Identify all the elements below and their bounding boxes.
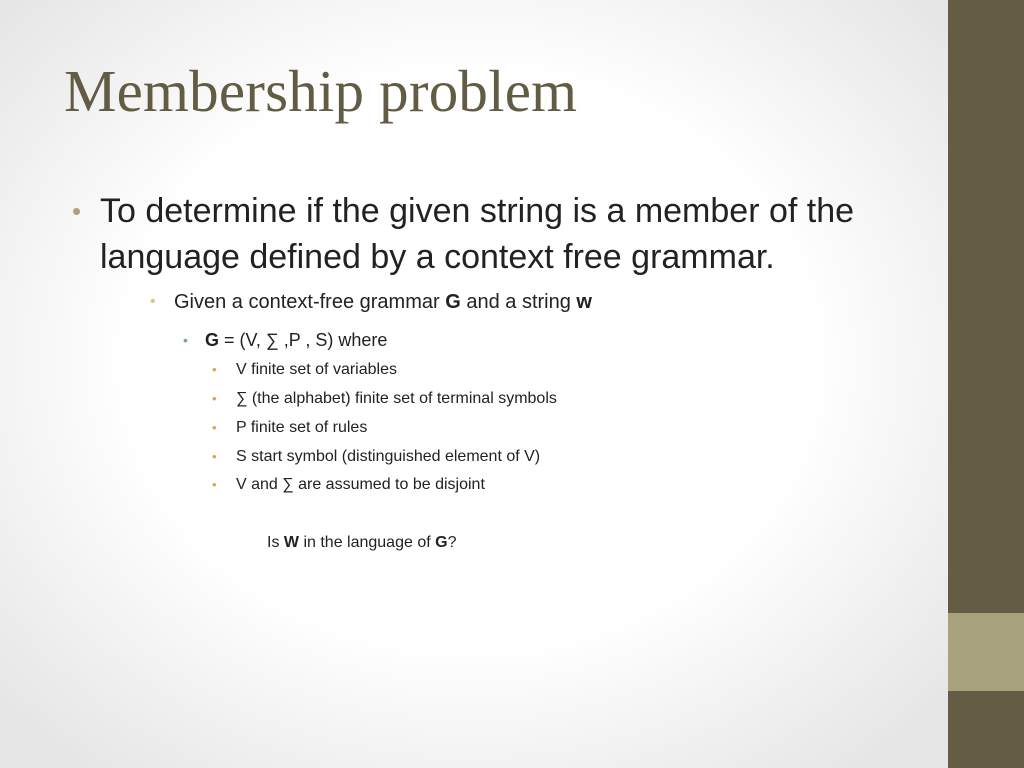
list-item-text: P finite set of rules xyxy=(236,419,368,436)
grammar-symbol: G xyxy=(205,330,220,350)
string-symbol: w xyxy=(576,291,592,313)
list-item xyxy=(212,358,397,382)
question-prefix: Is xyxy=(267,534,284,551)
grammar-symbol: G xyxy=(445,291,461,313)
bullet-dot-icon: • xyxy=(72,196,82,226)
list-item-text: V and ∑ are assumed to be disjoint xyxy=(236,476,485,493)
bullet-dot-icon: • xyxy=(212,391,217,406)
list-item xyxy=(212,473,485,497)
slide-title: Membership problem xyxy=(64,58,578,124)
bullet-dot-icon: • xyxy=(212,362,217,377)
bullet-level1 xyxy=(72,188,900,280)
question-middle: in the language of xyxy=(299,534,436,551)
bullet-dot-icon: • xyxy=(150,293,156,310)
bullet-text: To determine if the given string is a member of the language defined by a context free grammar. xyxy=(100,192,855,276)
question-suffix: ? xyxy=(447,534,457,551)
list-item-text: V finite set of variables xyxy=(236,361,397,378)
question-text xyxy=(267,531,456,555)
bullet-level3 xyxy=(183,326,388,354)
list-item-text: ∑ (the alphabet) finite set of terminal symbols xyxy=(236,390,557,407)
bullet-dot-icon: • xyxy=(183,332,188,348)
bullet-text-middle: and a string xyxy=(460,291,577,313)
list-item-text: S start symbol (distinguished element of V) xyxy=(236,448,541,465)
bullet-text-prefix: Given a context-free grammar xyxy=(174,291,446,313)
bullet-dot-icon: • xyxy=(212,449,217,464)
list-item xyxy=(212,416,368,440)
list-item xyxy=(212,445,541,469)
string-symbol: W xyxy=(283,534,299,551)
decorative-sidebar-accent xyxy=(948,613,1024,691)
grammar-definition: = (V, ∑ ,P , S) where xyxy=(219,330,388,350)
list-item xyxy=(212,387,557,411)
grammar-symbol: G xyxy=(435,534,448,551)
bullet-level2 xyxy=(150,287,592,317)
bullet-dot-icon: • xyxy=(212,477,217,492)
bullet-dot-icon: • xyxy=(212,420,217,435)
